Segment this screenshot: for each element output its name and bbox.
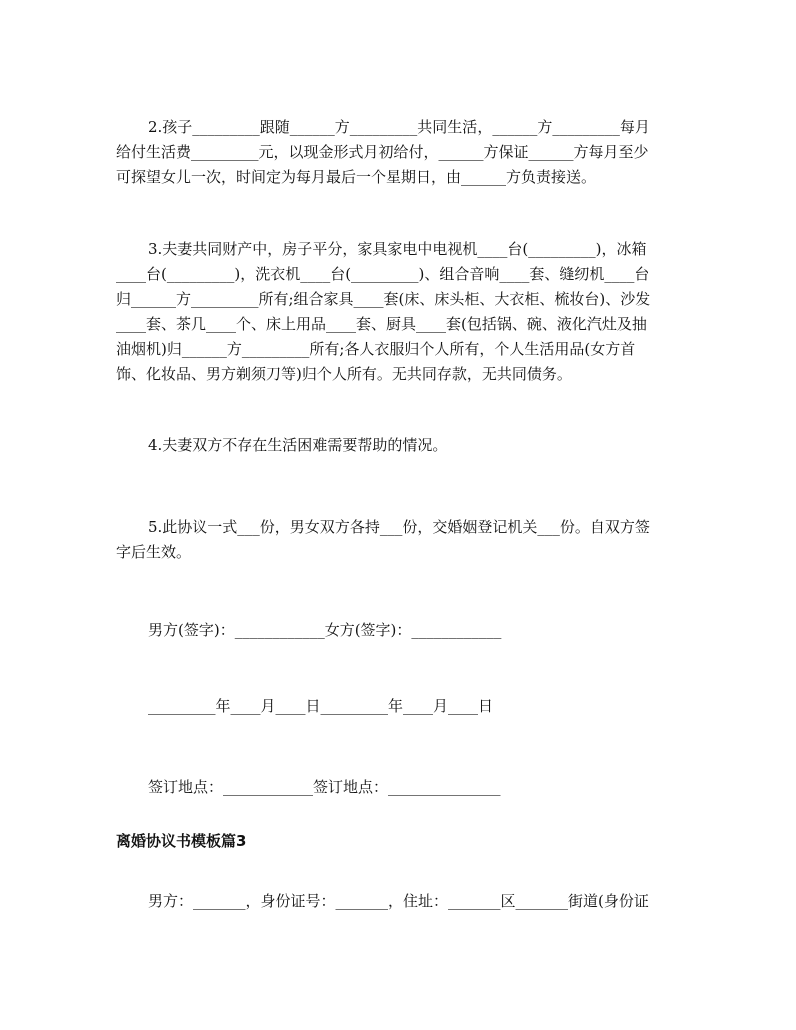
clause-3-line: ____台(_________)，洗衣机____台(_________)、组合音响____套、缝纫机____台 (116, 265, 650, 283)
date-fields: _________年____月____日_________年____月____日 (148, 697, 494, 715)
clause-3-line: 归______方_________所有;组合家具____套(床、床头柜、大衣柜、梳妆台)、沙发 (116, 290, 651, 308)
section-title: 离婚协议书模板篇3 (116, 832, 247, 850)
clause-3 (116, 237, 676, 387)
section-3-body (116, 889, 676, 914)
clause-2 (116, 115, 676, 190)
clause-5 (116, 515, 676, 565)
signature-line (116, 618, 676, 643)
clause-5-line: 字后生效。 (116, 543, 192, 561)
clause-2-line: 可探望女儿一次，时间定为每月最后一个星期日，由______方负责接送。 (116, 168, 597, 186)
clause-3-line: 3.夫妻共同财产中，房子平分，家具家电中电视机____台(_________)，冰箱 (148, 240, 647, 258)
clause-4 (116, 433, 676, 458)
signature-fields: 男方(签字)：____________女方(签字)：____________ (148, 621, 502, 639)
section-3-line: 男方：_______，身份证号：_______，住址：_______区_______街道(身份证 (148, 892, 649, 910)
section-3 (116, 829, 676, 854)
clause-3-line: ____套、茶几____个、床上用品____套、厨具____套(包括锅、碗、液化汽灶及抽 (116, 315, 647, 333)
clause-3-line: 油烟机)归______方_________所有;各人衣服归个人所有，个人生活用品(女方首 (116, 340, 636, 358)
date-line (116, 694, 676, 719)
clause-4-line: 4.夫妻双方不存在生活困难需要帮助的情况。 (148, 436, 448, 454)
clause-5-line: 5.此协议一式___份，男女双方各持___份，交婚姻登记机关___份。自双方签 (148, 518, 650, 536)
clause-3-line: 饰、化妆品、男方剃须刀等)归个人所有。无共同存款，无共同债务。 (116, 365, 572, 383)
place-line (116, 775, 676, 800)
place-fields: 签订地点：____________签订地点：_______________ (148, 778, 501, 796)
clause-2-line: 2.孩子_________跟随______方_________共同生活，______方_________每月 (148, 118, 650, 136)
clause-2-line: 给付生活费_________元，以现金形式月初给付，______方保证______方每月至少 (116, 143, 649, 161)
